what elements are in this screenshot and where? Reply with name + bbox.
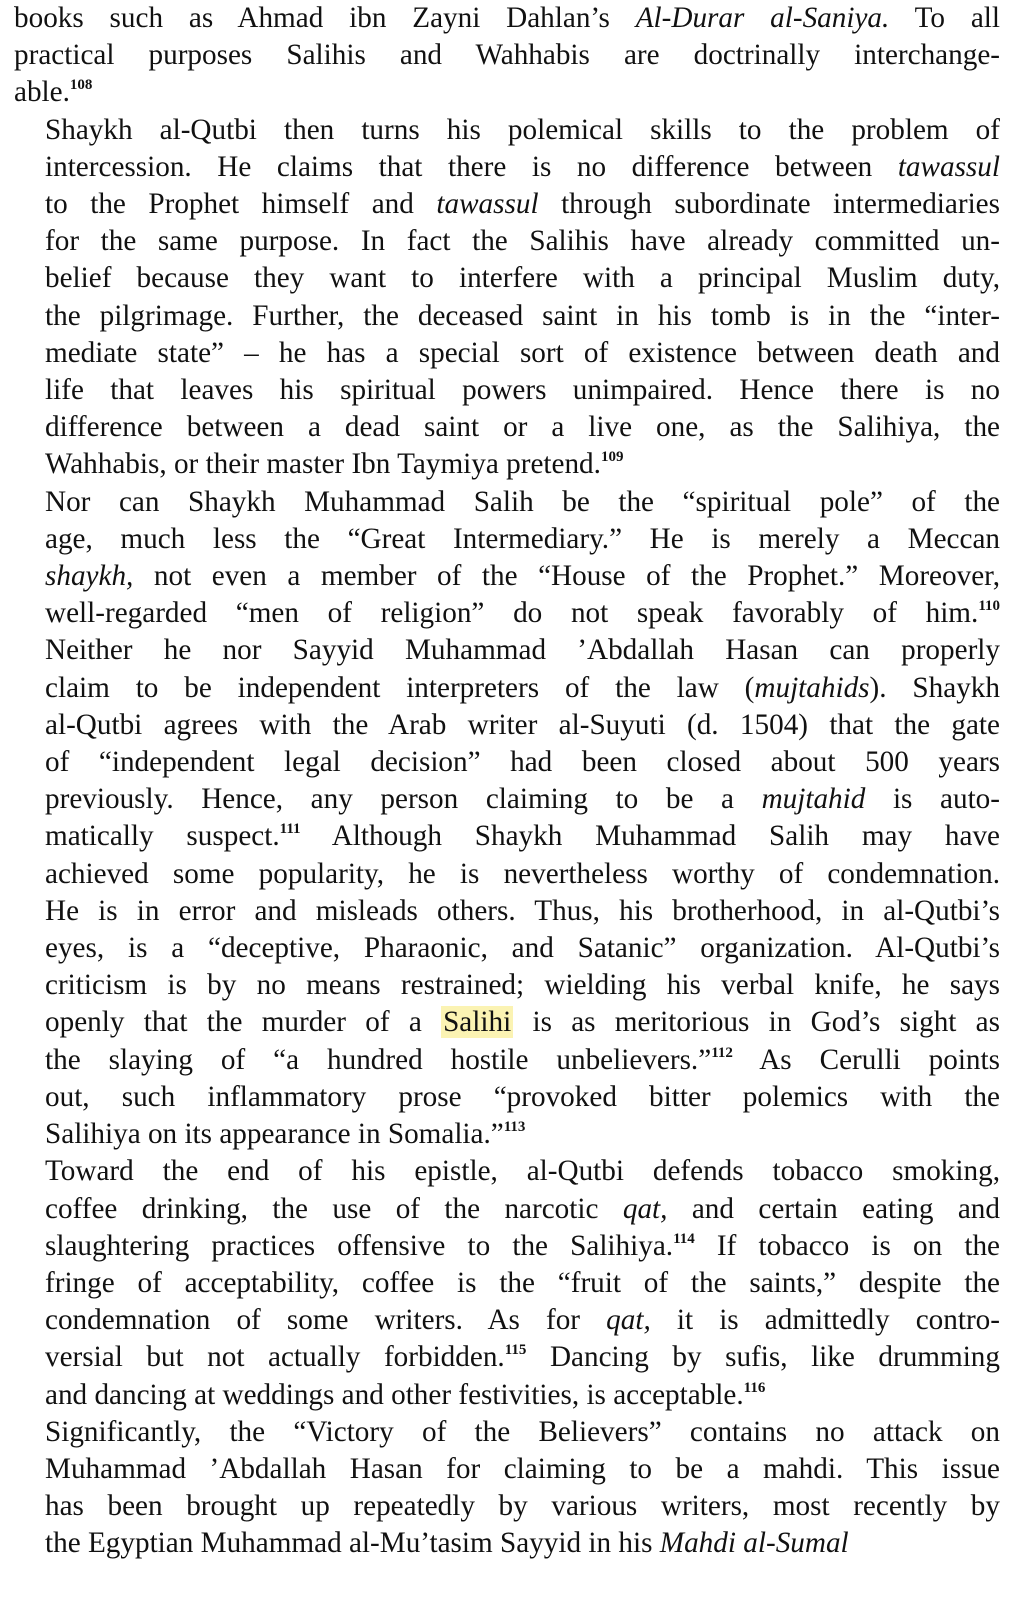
text-line (14, 260, 1000, 297)
text-run: and dancing at weddings and other festivities, is acceptable. (45, 1378, 744, 1411)
text-line (14, 1377, 1000, 1414)
text-run: ). Shaykh (869, 671, 1000, 704)
text-run: al-Qutbi agrees with the Arab writer al-Suyuti (d. 1504) that the gate (45, 708, 1000, 741)
text-run: achieved some popularity, he is nevertheless worthy of condemnation. (45, 857, 1000, 890)
text-line (14, 744, 1000, 781)
text-run: the slaying of “a hundred hostile unbelievers.” (45, 1043, 712, 1076)
text-run: is auto- (865, 783, 1000, 816)
text-run: it is admittedly contro- (650, 1304, 1000, 1337)
text-run: To all (889, 2, 1000, 34)
text-line (14, 1265, 1000, 1302)
text-line (14, 223, 1000, 260)
text-line (14, 1414, 1000, 1451)
text-run: If tobacco is on the (694, 1229, 1000, 1262)
paragraph (14, 1153, 1000, 1413)
text-line (14, 372, 1000, 409)
footnote-ref: 110 (978, 598, 1000, 615)
italic-text: tawassul (897, 150, 1000, 183)
text-run: Although Shaykh Muhammad Salih may have (300, 820, 1000, 853)
text-run: He is in error and misleads others. Thus, his brotherhood, in al-Qutbi’s (45, 894, 1000, 927)
paragraph (14, 1414, 1000, 1563)
text-run: Muhammad ’Abdallah Hasan for claiming to be a mahdi. This issue (45, 1452, 1000, 1485)
text-line (14, 1451, 1000, 1488)
footnote-ref: 108 (69, 77, 93, 94)
text-line (14, 707, 1000, 744)
paragraph (14, 112, 1000, 484)
text-run: Neither he nor Sayyid Muhammad ’Abdallah Hasan can properly (45, 634, 1000, 667)
document-page (14, 0, 1000, 1563)
italic-text: qat, (606, 1304, 651, 1337)
italic-text: Al-Durar al-Saniya. (635, 2, 890, 34)
text-run: to the Prophet himself and (45, 188, 437, 221)
text-run: books such as Ahmad ibn Zayni Dahlan’s (14, 2, 636, 34)
italic-text: Mahdi al-Sumal (659, 1527, 849, 1560)
text-line (14, 670, 1000, 707)
text-line (14, 893, 1000, 930)
text-run: intercession. He claims that there is no difference between (45, 150, 898, 183)
text-line (14, 1228, 1000, 1265)
text-run: the Egyptian Muhammad al-Mu’tasim Sayyid in his (45, 1527, 660, 1560)
text-run: slaughtering practices offensive to the Salihiya. (45, 1229, 674, 1262)
text-line (14, 1339, 1000, 1376)
paragraph (14, 0, 1000, 112)
text-line (14, 521, 1000, 558)
italic-text: shaykh, (45, 560, 134, 593)
text-run: not even a member of the “House of the Prophet.” Moreover, (133, 560, 1000, 593)
text-line (14, 856, 1000, 893)
text-line (14, 484, 1000, 521)
text-run: condemnation of some writers. As for (45, 1304, 607, 1337)
text-run: fringe of acceptability, coffee is the “fruit of the saints,” despite the (45, 1266, 1000, 1299)
italic-text: mujtahid (761, 783, 866, 816)
text-line (14, 74, 1000, 111)
text-run: previously. Hence, any person claiming to be a (45, 783, 762, 816)
text-line (14, 186, 1000, 223)
text-line (14, 149, 1000, 186)
highlighted-text[interactable]: Salihi (443, 1006, 512, 1039)
text-run: has been brought up repeatedly by various writers, most recently by (45, 1490, 1000, 1523)
italic-text: qat, (622, 1192, 668, 1225)
text-line (14, 1488, 1000, 1525)
text-run: for the same purpose. In fact the Salihis have already committed un- (45, 225, 1000, 258)
paragraph (14, 484, 1000, 1154)
text-run: Significantly, the “Victory of the Believers” contains no attack on (45, 1415, 1000, 1448)
italic-text: mujtahids (754, 671, 870, 704)
text-run: able. (14, 76, 70, 109)
text-run: out, such inflammatory prose “provoked bitter polemics with the (45, 1080, 1000, 1113)
text-line (14, 818, 1000, 855)
text-line (14, 298, 1000, 335)
text-run: coffee drinking, the use of the narcotic (45, 1192, 623, 1225)
text-line (14, 1525, 1000, 1562)
text-line (14, 1302, 1000, 1339)
text-run: Shaykh al-Qutbi then turns his polemical skills to the problem of (45, 113, 1000, 146)
text-run: Salihiya on its appearance in Somalia.” (45, 1118, 504, 1151)
text-line (14, 595, 1000, 632)
text-run: through subordinate intermediaries (538, 188, 1000, 221)
text-line (14, 335, 1000, 372)
text-run: Dancing by sufis, like drumming (526, 1341, 1000, 1374)
footnote-ref: 109 (600, 449, 624, 466)
text-line (14, 781, 1000, 818)
text-line (14, 1079, 1000, 1116)
footnote-ref: 111 (279, 821, 301, 838)
text-run: eyes, is a “deceptive, Pharaonic, and Satanic” organization. Al-Qutbi’s (45, 932, 1000, 965)
text-run: criticism is by no means restrained; wielding his verbal knife, he says (45, 969, 1000, 1002)
text-run: mediate state” – he has a special sort of existence between death and (45, 336, 1000, 369)
footnote-ref: 114 (673, 1230, 695, 1247)
text-line (14, 1191, 1000, 1228)
footnote-ref: 113 (503, 1119, 526, 1136)
text-line (14, 1042, 1000, 1079)
text-run: life that leaves his spiritual powers unimpaired. Hence there is no (45, 374, 1000, 407)
text-run: Wahhabis, or their master Ibn Taymiya pretend. (45, 448, 601, 481)
text-run: age, much less the “Great Intermediary.” He is merely a Meccan (45, 522, 1000, 555)
text-line (14, 409, 1000, 446)
text-line (14, 558, 1000, 595)
text-line (14, 446, 1000, 483)
text-run: Toward the end of his epistle, al-Qutbi defends tobacco smoking, (45, 1155, 1000, 1188)
text-line (14, 1116, 1000, 1153)
text-run: matically suspect. (45, 820, 280, 853)
text-run: difference between a dead saint or a live one, as the Salihiya, the (45, 411, 1000, 444)
text-run: As Cerulli points (732, 1043, 1000, 1076)
footnote-ref: 116 (743, 1379, 766, 1396)
text-run: versial but not actually forbidden. (45, 1341, 505, 1374)
text-line (14, 930, 1000, 967)
text-line (14, 632, 1000, 669)
italic-text: tawassul (436, 188, 539, 221)
text-run: claim to be independent interpreters of the law ( (45, 671, 755, 704)
text-run: well-regarded “men of religion” do not speak favorably of him. (45, 597, 979, 630)
text-run: openly that the murder of a (45, 1006, 442, 1039)
text-run: of “independent legal decision” had been closed about 500 years (45, 746, 1000, 779)
text-run: belief because they want to interfere with a principal Muslim duty, (45, 262, 1000, 295)
text-line (14, 112, 1000, 149)
footnote-ref: 112 (711, 1044, 733, 1061)
text-run: the pilgrimage. Further, the deceased saint in his tomb is in the “inter- (45, 299, 1000, 332)
text-line (14, 37, 1000, 74)
text-run: and certain eating and (667, 1192, 1000, 1225)
text-run: practical purposes Salihis and Wahhabis are doctrinally interchange- (14, 39, 1000, 72)
text-line (14, 967, 1000, 1004)
text-run: Nor can Shaykh Muhammad Salih be the “spiritual pole” of the (45, 485, 1000, 518)
text-line (14, 1004, 1000, 1041)
text-line (14, 1153, 1000, 1190)
text-line (14, 0, 1000, 37)
text-run: is as meritorious in God’s sight as (513, 1006, 1000, 1039)
footnote-ref: 115 (504, 1342, 527, 1359)
